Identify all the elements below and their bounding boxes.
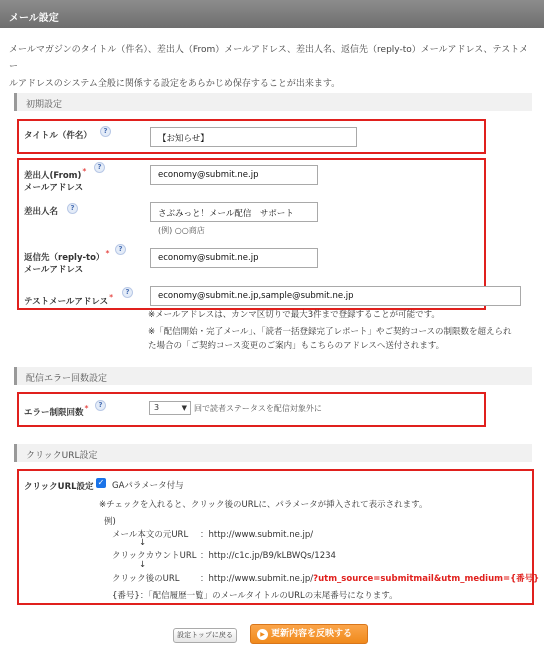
arrow-down-icon: ↓ bbox=[139, 538, 147, 548]
required-mark: * bbox=[82, 167, 87, 176]
ga-parameter-checkbox[interactable]: ✓ bbox=[97, 478, 105, 487]
section-error-settings: 配信エラー回数設定 bbox=[14, 367, 532, 385]
help-icon[interactable]: ? bbox=[115, 244, 126, 255]
required-mark: * bbox=[109, 293, 114, 302]
help-icon[interactable]: ? bbox=[67, 203, 78, 214]
intro-text: メールマガジンのタイトル（件名）、差出人（From）メールアドレス、差出人名、返信先（reply-to）メールアドレス、テストメー ルアドレスのシステム全般に関係する設定をあらかじめ保存することが出来ます。 bbox=[9, 45, 529, 89]
required-mark: * bbox=[84, 404, 89, 413]
help-icon[interactable]: ? bbox=[122, 287, 133, 298]
sender-name-label: 差出人名 bbox=[24, 207, 59, 217]
example-heading: 例) bbox=[104, 517, 116, 527]
help-icon[interactable]: ? bbox=[94, 162, 105, 173]
help-icon[interactable]: ? bbox=[100, 126, 111, 137]
note-notification: ※「配信開始・完了メール」、「読者一括登録完了レポート」やご契約コースの制限数を超えられ た場合の「ご契約コース変更のご案内」もこちらのアドレスへ送付されます。 bbox=[148, 327, 512, 351]
reply-to-label: 返信先（reply-to）* メールアドレス bbox=[24, 249, 110, 275]
test-mail-label: テストメールアドレス* bbox=[24, 293, 114, 307]
ga-parameter-label: GAパラメータ付与 bbox=[112, 481, 184, 491]
submit-changes-button[interactable]: ▶ 更新内容を反映する bbox=[250, 624, 368, 644]
note-max-addresses: ※メールアドレスは、カンマ区切りで最大3件まで登録することが可能です。 bbox=[148, 310, 440, 320]
from-label: 差出人(From)* メールアドレス bbox=[24, 167, 87, 193]
title-label: タイトル（件名） bbox=[24, 131, 92, 141]
utm-parameter-text: ?utm_source=submitmail&utm_medium={番号} bbox=[313, 574, 540, 584]
sender-name-hint: (例) ○○商店 bbox=[158, 226, 205, 235]
sender-name-input[interactable]: さぶみっと！メール配信 サポート bbox=[150, 202, 318, 222]
page-header bbox=[0, 0, 544, 28]
play-icon: ▶ bbox=[257, 629, 268, 640]
error-limit-suffix: 回で読者ステータスを配信対象外に bbox=[194, 404, 322, 413]
section-click-url: クリックURL設定 bbox=[14, 444, 532, 462]
section-initial-settings: 初期設定 bbox=[14, 93, 532, 111]
error-limit-label: エラー制限回数* bbox=[24, 404, 89, 418]
example-row-original: メール本文の元URL ：http://www.submit.ne.jp/ bbox=[112, 530, 314, 540]
number-footnote: {番号}：「配信履歴一覧」のメールタイトルのURLの末尾番号になります。 bbox=[112, 591, 398, 601]
reply-to-input[interactable]: economy@submit.ne.jp bbox=[150, 248, 318, 268]
title-input[interactable]: 【お知らせ】 bbox=[150, 127, 357, 147]
back-to-settings-button[interactable]: 設定トップに戻る bbox=[173, 628, 237, 643]
required-mark: * bbox=[105, 249, 110, 258]
example-row-count: クリックカウントURL ：http://c1c.jp/B9/kLBWQs/1234 bbox=[112, 551, 336, 561]
click-url-label: クリックURL設定 bbox=[24, 482, 94, 492]
test-mail-input[interactable]: economy@submit.ne.jp,sample@submit.ne.jp bbox=[150, 286, 521, 306]
from-email-input[interactable]: economy@submit.ne.jp bbox=[150, 165, 318, 185]
click-url-note: ※チェックを入れると、クリック後のURLに、パラメータが挿入されて表示されます。 bbox=[99, 500, 428, 510]
page-title: メール設定 bbox=[9, 13, 59, 24]
help-icon[interactable]: ? bbox=[95, 400, 106, 411]
error-limit-select[interactable]: 3 ▼ bbox=[149, 401, 191, 415]
example-row-after: クリック後のURL ：http://www.submit.ne.jp/?utm_source=submitmail&utm_medium={番号} bbox=[112, 574, 540, 584]
arrow-down-icon: ↓ bbox=[139, 560, 147, 570]
chevron-down-icon: ▼ bbox=[181, 404, 187, 412]
